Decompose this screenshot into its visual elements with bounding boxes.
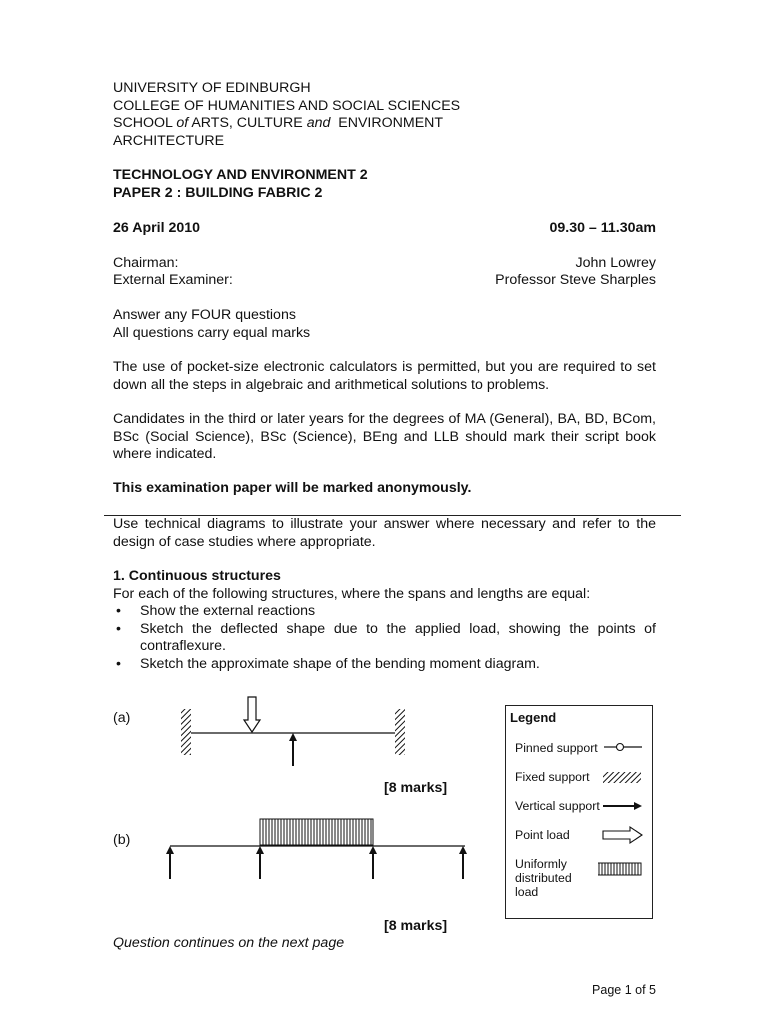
bullet-item: • Sketch the deflected shape due to the applied load, showing the points of contraflexure. <box>113 621 656 656</box>
question-1-lead: For each of the following structures, where the spans and lengths are equal: <box>113 585 591 602</box>
course-title: TECHNOLOGY AND ENVIRONMENT 2 <box>113 167 368 183</box>
fixed-support-right <box>395 709 405 755</box>
legend-udl-label-1: Uniformly <box>515 857 567 871</box>
paper-title: PAPER 2 : BUILDING FABRIC 2 <box>113 184 323 201</box>
legend-symbols <box>598 736 650 886</box>
legend-title: Legend <box>510 710 557 725</box>
university-name: UNIVERSITY OF EDINBURGH <box>113 80 311 96</box>
legend-udl-label-2: distributed <box>515 871 572 885</box>
school-name-and: and <box>306 115 331 131</box>
school-name <box>113 115 656 133</box>
department-name: ARCHITECTURE <box>113 132 225 149</box>
legend-vertical-label: Vertical support <box>515 799 600 813</box>
school-name-part: ENVIRONMENT <box>330 115 444 131</box>
answer-instructions <box>113 307 656 342</box>
question-1-bullets <box>113 603 656 673</box>
school-name-part: SCHOOL <box>113 115 177 131</box>
question-1-heading: 1. Continuous structures <box>113 568 281 584</box>
udl-block <box>260 819 373 845</box>
legend-udl-label-3: load <box>515 885 539 899</box>
pinned-support-icon <box>617 744 624 751</box>
diagram-b <box>160 812 480 882</box>
school-name-part: ARTS, CULTURE <box>188 115 307 131</box>
continues-note: Question continues on the next page <box>113 935 345 951</box>
calculator-rule: The use of pocket-size electronic calculators is permitted, but you are required to set down all the steps in algebraic and arithmetical solutions to problems. <box>113 359 656 393</box>
legend-box <box>505 705 653 919</box>
exam-time: 09.30 – 11.30am <box>549 220 656 236</box>
question-1 <box>113 568 656 673</box>
fixed-support-left <box>181 709 191 755</box>
vertical-support-b1-head <box>166 846 174 854</box>
udl-icon <box>598 863 641 875</box>
school-name-of: of <box>176 115 189 131</box>
vertical-support-b3-head <box>369 846 377 854</box>
course-title-block <box>113 167 656 202</box>
legend-pinned-label: Pinned support <box>515 741 598 755</box>
part-a-label: (a) <box>113 710 131 726</box>
exam-date: 26 April 2010 <box>113 220 201 236</box>
point-load-arrow <box>244 697 260 732</box>
vertical-support-a-head <box>289 733 297 741</box>
diagram-a <box>170 695 420 775</box>
fixed-support-icon <box>603 772 641 783</box>
marks-a: [8 marks] <box>384 780 448 796</box>
point-load-icon <box>603 827 642 843</box>
bullet-item: • Sketch the approximate shape of the bending moment diagram. <box>113 656 656 674</box>
equal-marks: All questions carry equal marks <box>113 324 311 341</box>
bullet-item: • Show the external reactions <box>113 603 656 621</box>
institution-header <box>113 80 656 150</box>
intro-text: Use technical diagrams to illustrate your answer where necessary and refer to the design of case studies where appropriate. <box>113 516 656 550</box>
examiner-label: External Examiner: <box>113 272 233 288</box>
examiner-name: Professor Steve Sharples <box>495 272 656 288</box>
college-name: COLLEGE OF HUMANITIES AND SOCIAL SCIENCES <box>113 97 461 114</box>
vertical-support-b2-head <box>256 846 264 854</box>
marks-b: [8 marks] <box>384 918 448 934</box>
chairman-label: Chairman: <box>113 255 179 271</box>
answer-count: Answer any FOUR questions <box>113 307 296 323</box>
legend-point-label: Point load <box>515 828 570 842</box>
vertical-support-b4-head <box>459 846 467 854</box>
chairman-name: John Lowrey <box>575 255 656 271</box>
anonymous-notice: This examination paper will be marked anonymously. <box>113 480 472 496</box>
legend-fixed-label: Fixed support <box>515 770 590 784</box>
page-number: Page 1 of 5 <box>592 983 656 997</box>
part-b-label: (b) <box>113 832 131 848</box>
vertical-support-icon <box>634 802 642 810</box>
candidate-instructions: Candidates in the third or later years for the degrees of MA (General), BA, BD, BCom, BSc (Social Science), BSc (Science), BEng and LLB should mark their script book where indicated. <box>113 411 656 462</box>
